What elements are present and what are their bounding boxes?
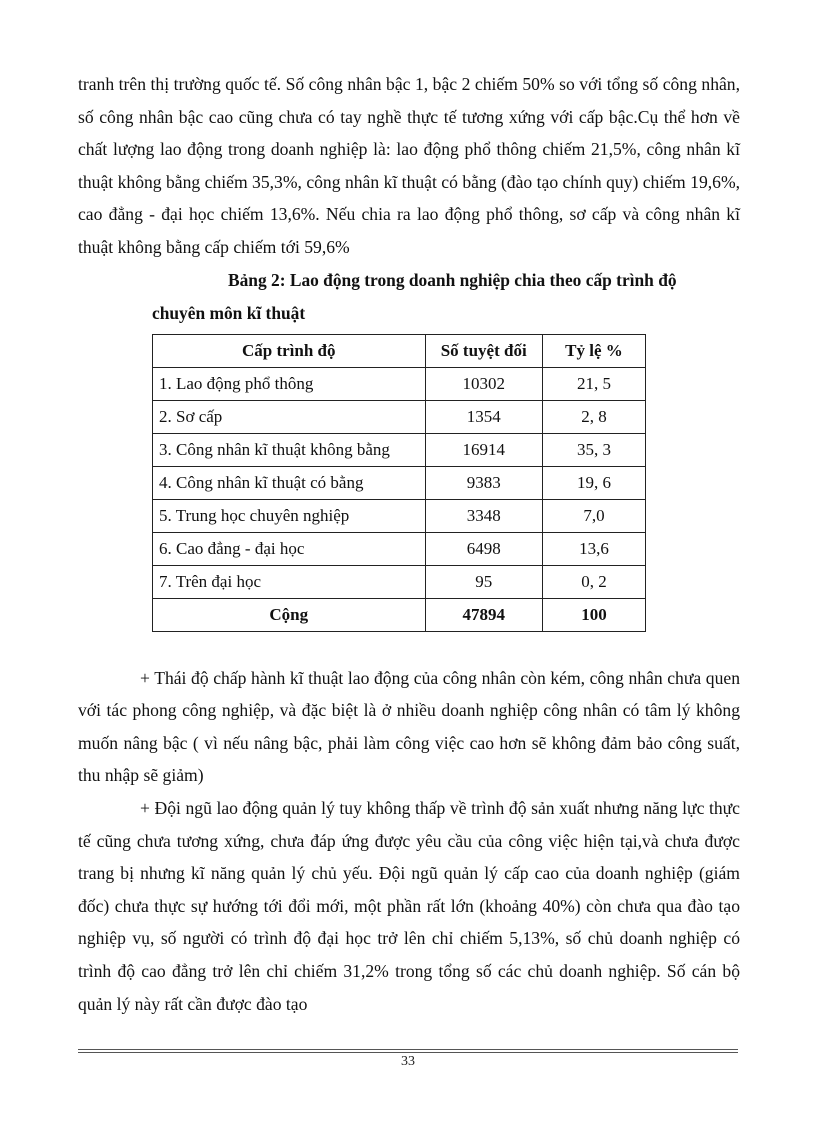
row-absolute: 10302 xyxy=(425,367,542,400)
row-percent: 19, 6 xyxy=(542,466,645,499)
total-label: Cộng xyxy=(153,598,426,631)
table-row xyxy=(153,400,646,433)
page-body xyxy=(78,68,740,1020)
header-absolute: Số tuyệt đối xyxy=(425,334,542,367)
footer-divider xyxy=(78,1049,738,1050)
table-row xyxy=(153,532,646,565)
table-row xyxy=(153,466,646,499)
total-absolute: 47894 xyxy=(425,598,542,631)
row-level: 7. Trên đại học xyxy=(153,565,426,598)
row-level: 3. Công nhân kĩ thuật không bằng xyxy=(153,433,426,466)
row-level: 4. Công nhân kĩ thuật có bằng xyxy=(153,466,426,499)
paragraph-work-attitude: + Thái độ chấp hành kĩ thuật lao động của công nhân còn kém, công nhân chưa quen với tác phong công nghiệp, và đặc biệt là ở nhiều doanh nghiệp công nhân có tâm lý không muốn nâng bậc ( vì nếu nâng bậc, phải làm công việc cao hơn sẽ không đảm bảo công suất, thu nhập sẽ giảm) xyxy=(78,667,740,786)
table-row xyxy=(153,499,646,532)
total-percent: 100 xyxy=(542,598,645,631)
row-level: 1. Lao động phổ thông xyxy=(153,367,426,400)
row-absolute: 6498 xyxy=(425,532,542,565)
row-absolute: 16914 xyxy=(425,433,542,466)
header-level: Cấp trình độ xyxy=(153,334,426,367)
row-level: 2. Sơ cấp xyxy=(153,400,426,433)
row-level: 6. Cao đẳng - đại học xyxy=(153,532,426,565)
footer-divider xyxy=(78,1052,738,1053)
labor-qualification-table xyxy=(152,334,646,632)
paragraph-intro: tranh trên thị trường quốc tế. Số công nhân bậc 1, bậc 2 chiếm 50% so với tổng số công nhân, số công nhân bậc cao cũng chưa có tay nghề thực tế tương xứng với cấp bậc.Cụ thể hơn về chất lượng lao động trong doanh nghiệp là: lao động phổ thông chiếm 21,5%, công nhân kĩ thuật không bằng chiếm 35,3%, công nhân kĩ thuật có bằng (đào tạo chính quy) chiếm 19,6%, cao đẳng - đại học chiếm 13,6%. Nếu chia ra lao động phổ thông, sơ cấp và công nhân kĩ thuật không bằng cấp chiếm tới 59,6% xyxy=(78,74,740,257)
table-row xyxy=(153,565,646,598)
row-absolute: 1354 xyxy=(425,400,542,433)
row-percent: 7,0 xyxy=(542,499,645,532)
table-caption-line-2: chuyên môn kĩ thuật xyxy=(152,302,306,323)
table-header-row xyxy=(153,334,646,367)
row-percent: 35, 3 xyxy=(542,433,645,466)
row-percent: 2, 8 xyxy=(542,400,645,433)
table-caption xyxy=(152,264,740,330)
row-percent: 13,6 xyxy=(542,532,645,565)
table-row xyxy=(153,433,646,466)
table-caption-line-1: Bảng 2: Lao động trong doanh nghiệp chia theo cấp trình độ xyxy=(228,269,677,290)
table-total-row xyxy=(153,598,646,631)
row-absolute: 9383 xyxy=(425,466,542,499)
row-absolute: 95 xyxy=(425,565,542,598)
header-percent: Tỷ lệ % xyxy=(542,334,645,367)
paragraph-management-staff: + Đội ngũ lao động quản lý tuy không thấp về trình độ sản xuất nhưng năng lực thực tế cũng chưa tương xứng, chưa đáp ứng được yêu cầu của công việc hiện tại,và chưa được trang bị nhưng kĩ năng quản lý chủ yếu. Đội ngũ quản lý cấp cao của doanh nghiệp (giám đốc) chưa thực sự hướng tới đổi mới, một phần rất lớn (khoảng 40%) còn chưa qua đào tạo nghiệp vụ, số người có trình độ đại học trở lên chỉ chiếm 5,13%, số chủ doanh nghiệp có trình độ cao đẳng trở lên chỉ chiếm 31,2% trong tổng số các chủ doanh nghiệp. Số cán bộ quản lý này rất cần được đào tạo xyxy=(78,797,740,1014)
row-percent: 21, 5 xyxy=(542,367,645,400)
row-absolute: 3348 xyxy=(425,499,542,532)
row-level: 5. Trung học chuyên nghiệp xyxy=(153,499,426,532)
table-row xyxy=(153,367,646,400)
page-number: 33 xyxy=(401,1054,415,1069)
row-percent: 0, 2 xyxy=(542,565,645,598)
